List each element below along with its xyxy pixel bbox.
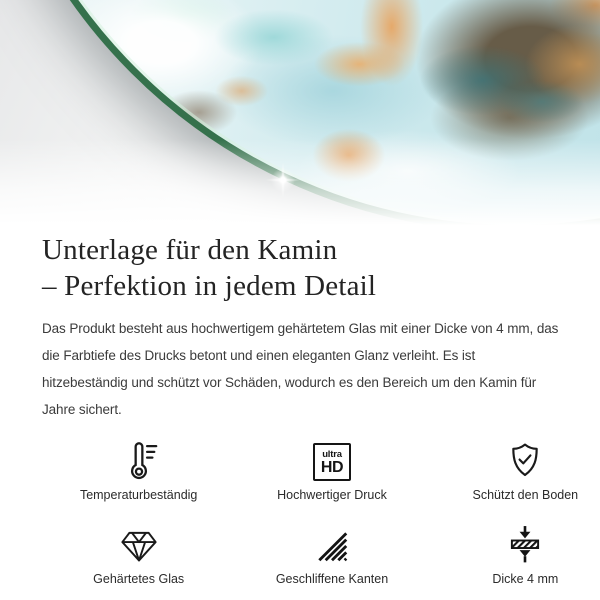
page-title [42, 232, 560, 304]
diamond-icon [118, 521, 160, 565]
ultra-hd-badge-bottom: HD [320, 458, 344, 476]
features-grid [42, 437, 600, 587]
feature-polished-edges [235, 521, 428, 587]
feature-floor-protection [429, 437, 600, 503]
feature-label: Geschliffene Kanten [275, 572, 389, 586]
page-title-line2: – Perfektion in jedem Detail [42, 270, 377, 302]
feature-label: Schützt den Boden [472, 488, 579, 502]
round-glass-panel-image [0, 0, 600, 232]
thickness-arrows-icon [504, 521, 546, 565]
product-photo [0, 0, 600, 232]
polished-edges-icon [313, 521, 351, 565]
feature-label: Temperaturbeständig [79, 488, 198, 502]
feature-label: Gehärtetes Glas [93, 572, 185, 586]
product-description: Das Produkt besteht aus hochwertigem gehärtetem Glas mit einer Dicke von 4 mm, das die Farbtiefe des Drucks betont und einen eleganten Glanz verleiht. Es ist hitzebeständig und schützt vor Schäden, wodurch es den Bereich um den Kamin für Jahre sichert. [42, 321, 559, 417]
page-title-line1: Unterlage für den Kamin [42, 234, 338, 266]
product-info-section [0, 232, 600, 587]
thermometer-icon [116, 437, 162, 481]
feature-temperature-resistant [42, 437, 235, 503]
feature-label: Hochwertiger Druck [277, 488, 387, 502]
ultra-hd-icon [313, 437, 351, 481]
shield-check-icon [505, 437, 545, 481]
ultra-hd-badge-top: ultra [322, 448, 342, 460]
feature-tempered-glass [42, 521, 235, 587]
feature-print-quality [235, 437, 428, 503]
feature-thickness [429, 521, 600, 587]
feature-label: Dicke 4 mm [492, 572, 559, 586]
